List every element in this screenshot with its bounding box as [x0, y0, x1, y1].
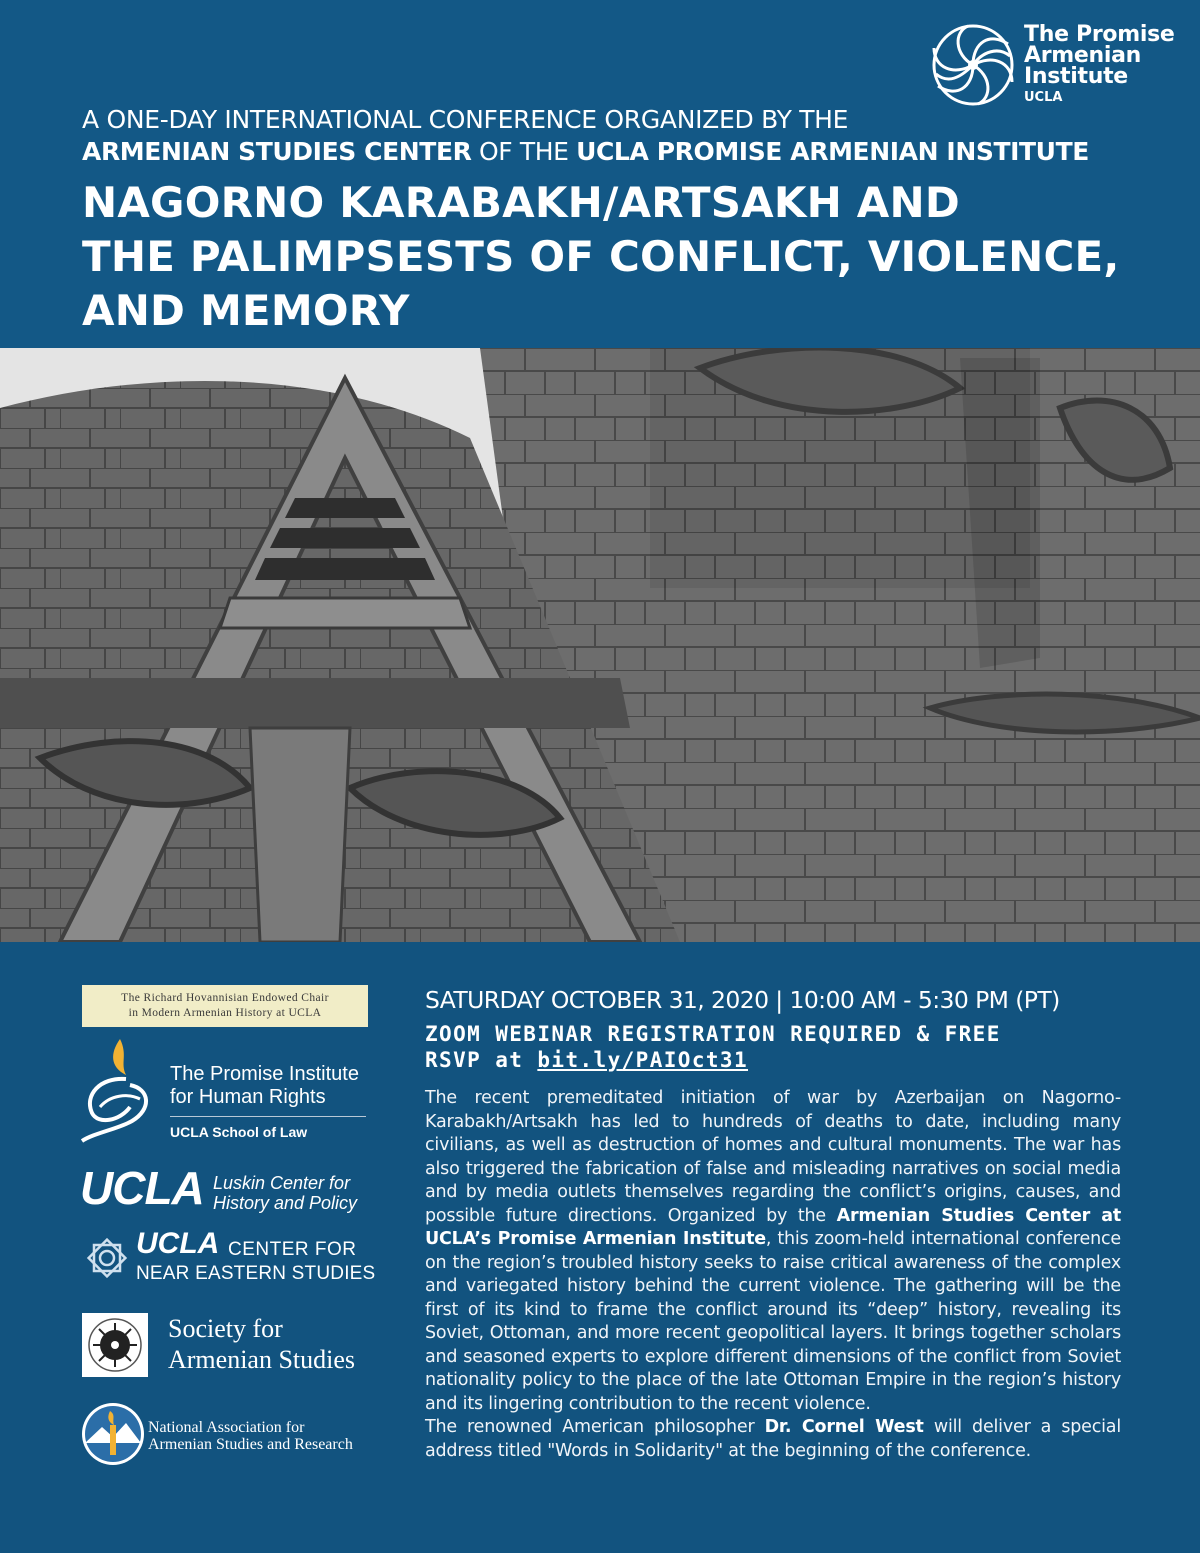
- sunburst-seal-icon: [82, 1313, 148, 1377]
- cnes-ucla-wordmark: UCLA: [136, 1227, 220, 1260]
- eternity-swirl-icon: [930, 22, 1016, 108]
- title-line-3: AND MEMORY: [82, 286, 410, 335]
- flame-swirl-icon: [80, 1037, 164, 1147]
- cnes-center-for: CENTER FOR: [228, 1239, 357, 1260]
- event-date-time: SATURDAY OCTOBER 31, 2020 | 10:00 AM - 5:30 PM (PT): [425, 986, 1060, 1014]
- society-armenian-studies-logo: [82, 1313, 382, 1379]
- naasr-emblem-icon: [80, 1401, 146, 1467]
- promise-hr-name: The Promise Institute for Human Rights: [170, 1063, 359, 1108]
- kicker-line-2: [82, 136, 1089, 168]
- title-line-1: NAGORNO KARABAKH/ARTSAKH AND: [82, 178, 960, 227]
- monument-photo: [0, 348, 1200, 942]
- speaker-highlight: Dr. Cornel West: [764, 1417, 924, 1437]
- naasr-logo: [80, 1401, 380, 1467]
- hovannisian-chair-badge: The Richard Hovannisian Endowed Chair in Modern Armenian History at UCLA: [82, 985, 368, 1027]
- logo-wordmark: The Promise Armenian Institute: [1024, 22, 1175, 89]
- header-banner: [0, 0, 1200, 348]
- rsvp-link[interactable]: bit.ly/PAIOct31: [537, 1048, 749, 1072]
- event-description: [425, 1087, 1121, 1463]
- promise-institute-human-rights-logo: [80, 1037, 380, 1147]
- rsvp-line: [425, 1047, 1121, 1073]
- kicker-organizer: ARMENIAN STUDIES CENTER: [82, 137, 472, 166]
- luskin-center-name: Luskin Center for History and Policy: [213, 1173, 358, 1213]
- ucla-school-of-law: UCLA School of Law: [170, 1124, 308, 1140]
- logo-ucla: UCLA: [1024, 90, 1063, 105]
- cnes-near-eastern: NEAR EASTERN STUDIES: [136, 1263, 376, 1284]
- description-paragraph-2: The renowned American philosopher Dr. Cornel West will deliver a special address titled "Words in Solidarity" at the beginning of the conference.: [425, 1417, 1121, 1461]
- naasr-name: National Association for Armenian Studies and Research: [148, 1419, 353, 1453]
- star-rosette-icon: [84, 1235, 130, 1281]
- registration-notice: ZOOM WEBINAR REGISTRATION REQUIRED & FREE: [425, 1022, 1001, 1046]
- sas-seal: [82, 1313, 148, 1377]
- kicker-of-the: OF THE: [479, 137, 569, 166]
- event-details: [425, 985, 1121, 1463]
- sas-name: Society for Armenian Studies: [168, 1314, 356, 1374]
- description-paragraph-1: The recent premeditated initiation of war by Azerbaijan on Nagorno-Karabakh/Artsakh has led to hundreds of deaths to date, including many civilians, as well as destruction of homes and cultural monuments. The war has also triggered the fabrication of false and misleading narratives on social media and by media outlets themselves regarding the conflict’s origins, causes, and possible future directions. Organized by the Armenian Studies Center at UCLA’s Promise Armenian Institute, this zoom-held international conference on the region’s troubled history seeks to raise critical awareness of the complex and variegated history behind the current violence. The gathering will be the first of its kind to frame the conflict around its “deep” history, revealing its Soviet, Ottoman, and more recent geopolitical layers. It brings together scholars and seasoned experts to explore different dimensions of the conflict from Soviet nationality policy to the place of the late Ottoman Empire in the region’s history and its lingering contribution to the recent violence.: [425, 1088, 1121, 1414]
- promise-armenian-institute-logo: [930, 22, 1180, 112]
- conference-title: [82, 176, 1162, 338]
- rsvp-prefix: RSVP at: [425, 1048, 538, 1072]
- organizer-highlight: Armenian Studies Center at UCLA’s Promise Armenian Institute: [425, 1205, 1121, 1249]
- kicker-institute: UCLA PROMISE ARMENIAN INSTITUTE: [576, 137, 1089, 166]
- ucla-near-eastern-studies-logo: [84, 1227, 384, 1287]
- title-line-2: THE PALIMPSESTS OF CONFLICT, VIOLENCE,: [82, 232, 1120, 281]
- we-are-our-mountains-monument-image: [0, 348, 1200, 942]
- kicker-line-1: A ONE-DAY INTERNATIONAL CONFERENCE ORGANIZED BY THE: [82, 105, 849, 134]
- luskin-ucla-wordmark: UCLA: [80, 1162, 204, 1214]
- divider: [170, 1116, 366, 1117]
- ucla-luskin-center-logo: [80, 1162, 380, 1215]
